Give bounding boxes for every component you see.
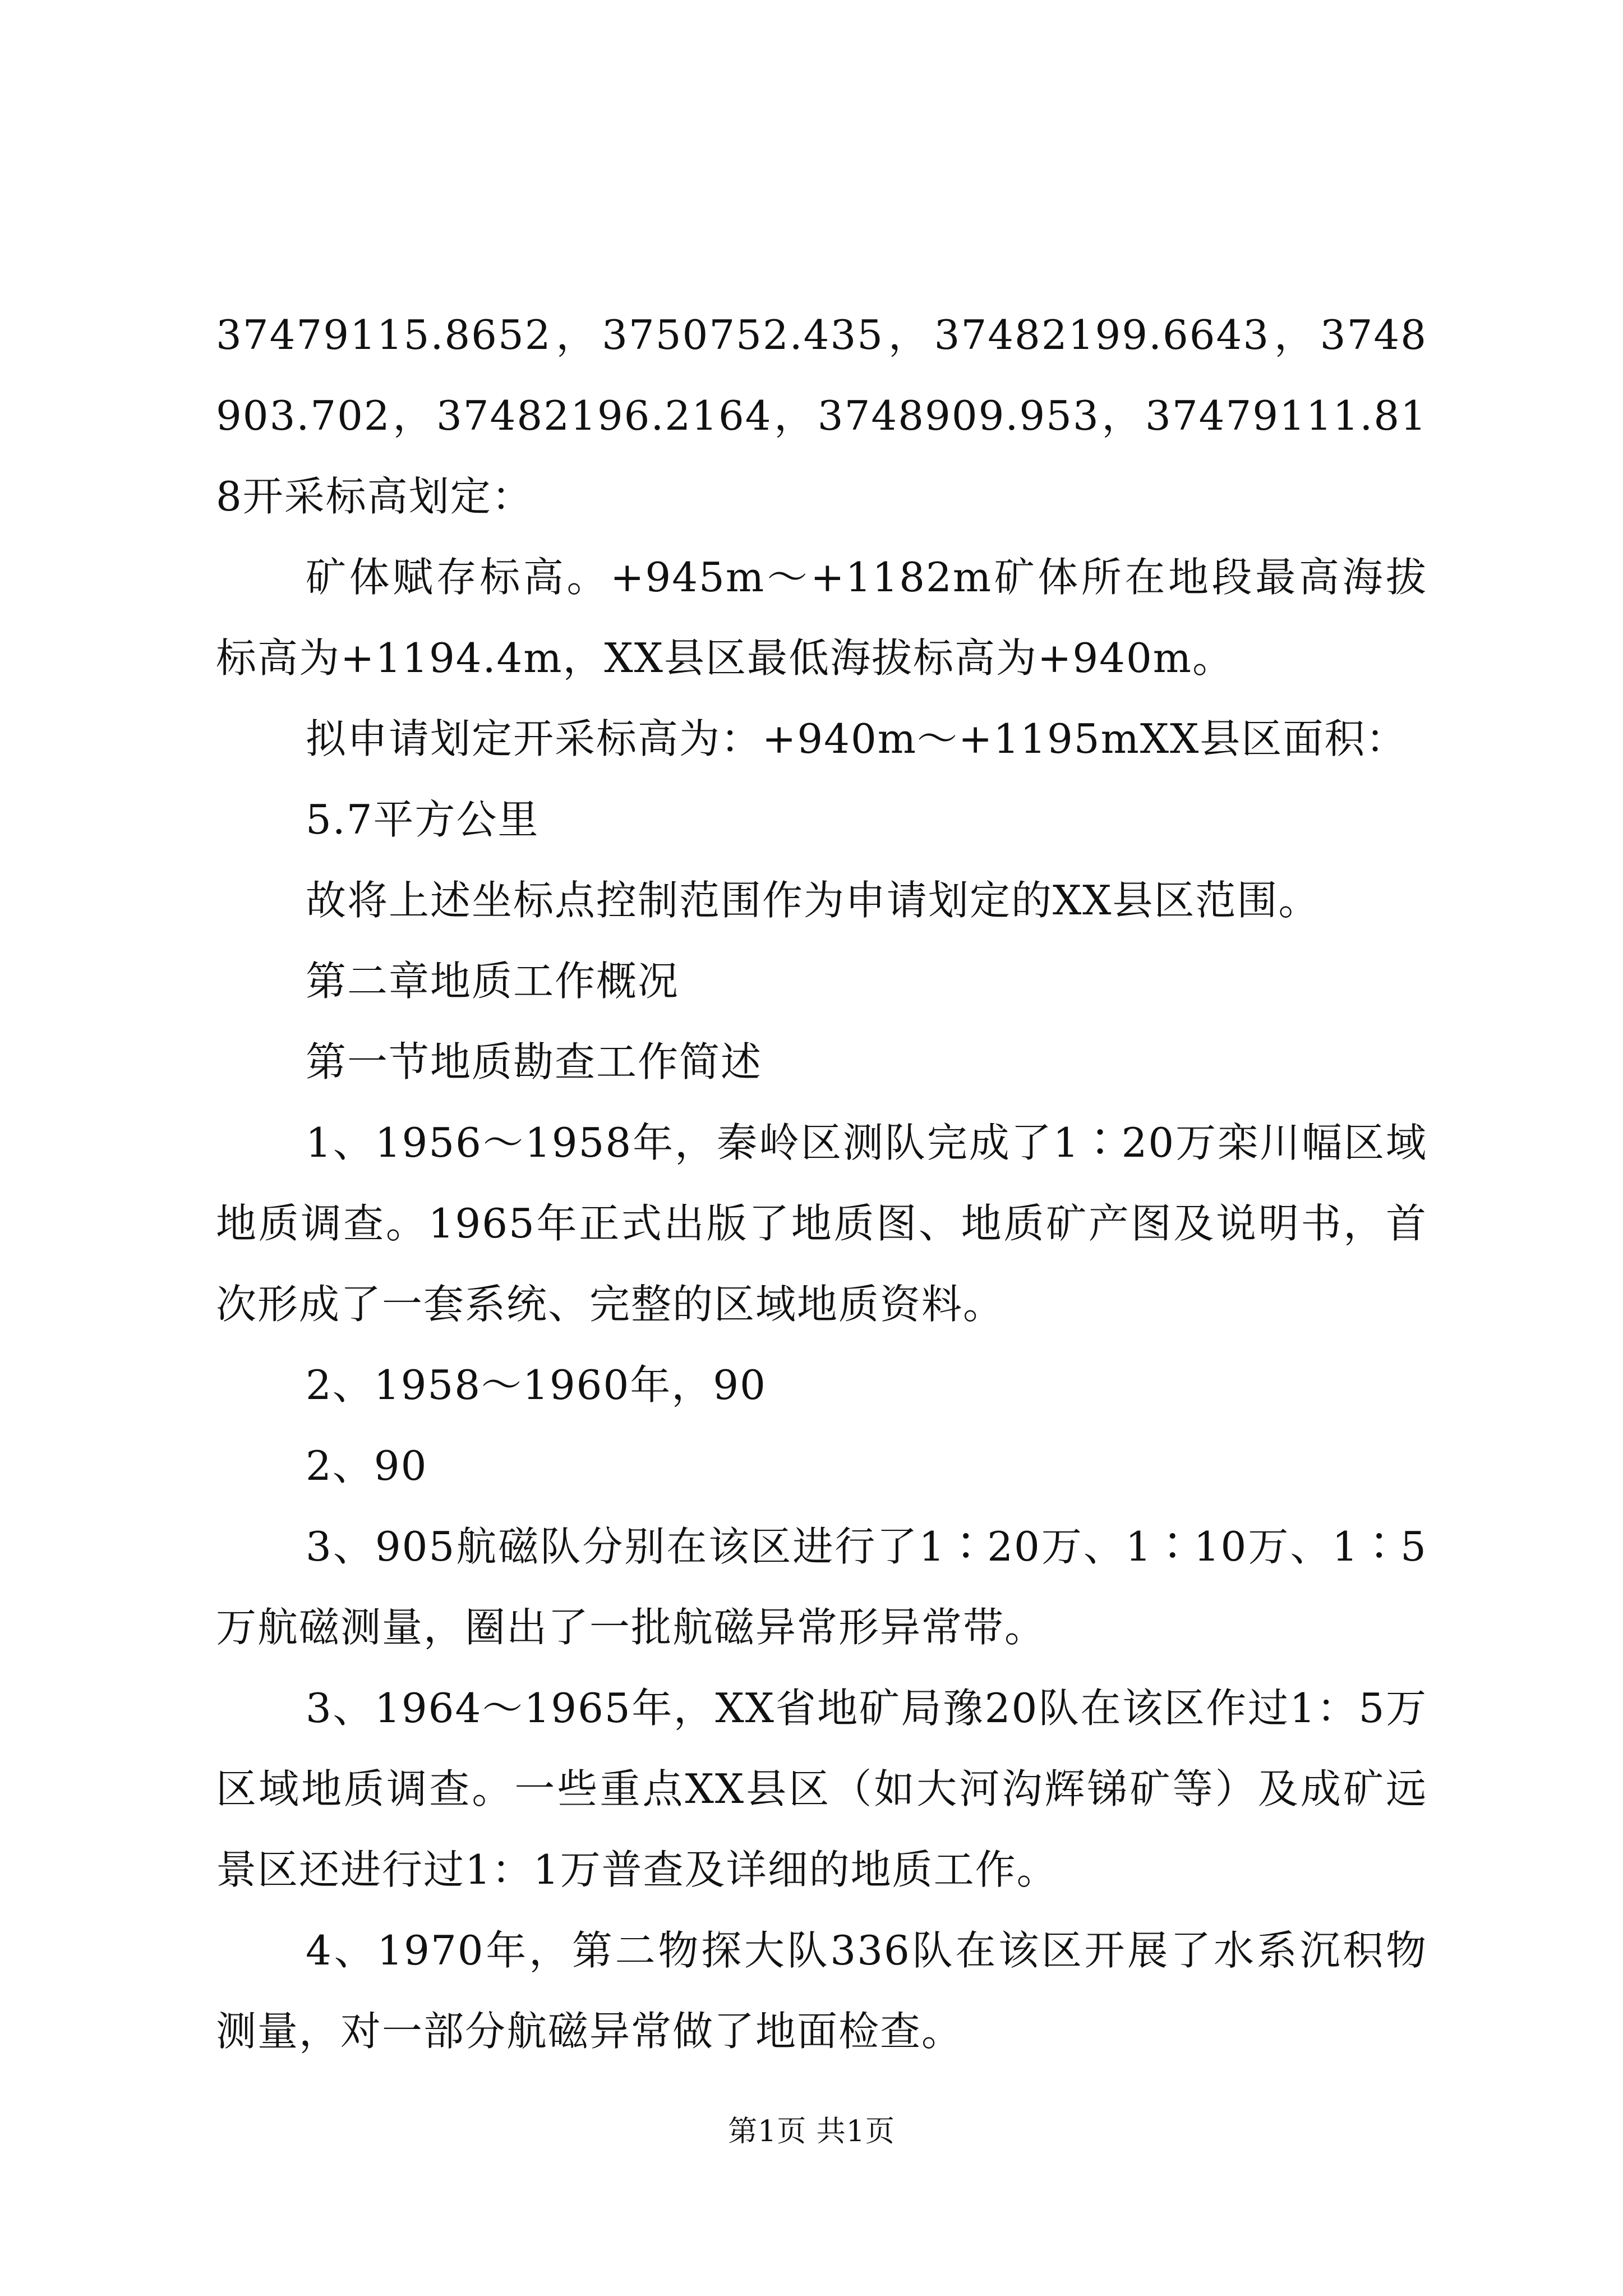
list-item-3b: 3、1964～1965年，XX省地矿局豫20队在该区作过1：5万区域地质调查。一些重点XX县区（如大河沟辉锑矿等）及成矿远景区还进行过1：1万普查及详细的地质工作。 — [216, 1685, 1427, 1893]
list-item-3: 3、905航磁队分别在该区进行了1∶20万、1∶10万、1∶5万航磁测量，圈出了一批航磁异常形异常带。 — [216, 1523, 1427, 1651]
list-item-2: 2、1958～1960年，90 — [306, 1361, 767, 1409]
paragraph-proposed-elevation: 拟申请划定开采标高为：+940m～+1195mXX县区面积： — [306, 715, 1408, 762]
paragraph-scope: 故将上述坐标点控制范围作为申请划定的XX县区范围。 — [306, 877, 1320, 924]
page-footer: 第1页 共1页 — [728, 2115, 895, 2148]
paragraph-coordinates: 37479115.8652，3750752.435，37482199.6643，3748903.702，37482196.2164，3748909.953，37479111.818开采标高划定： — [216, 311, 1427, 520]
list-item-1: 1、1956～1958年，秦岭区测队完成了1∶20万栾川幅区域地质调查。1965年正式出版了地质图、地质矿产图及说明书，首次形成了一套系统、完整的区域地质资料。 — [216, 1119, 1427, 1328]
document-body — [216, 295, 1427, 2072]
paragraph-area: 5.7平方公里 — [306, 796, 540, 843]
paragraph-ore-elevation: 矿体赋存标高。+945m～+1182m矿体所在地段最高海拔标高为+1194.4m，XX县区最低海拔标高为+940m。 — [216, 554, 1427, 682]
list-item-4: 4、1970年，第二物探大队336队在该区开展了水系沉积物测量，对一部分航磁异常做了地面检查。 — [216, 1927, 1427, 2055]
chapter-heading: 第二章地质工作概况 — [306, 958, 680, 1005]
section-heading: 第一节地质勘查工作简述 — [306, 1038, 763, 1085]
list-item-2b: 2、90 — [306, 1442, 428, 1489]
